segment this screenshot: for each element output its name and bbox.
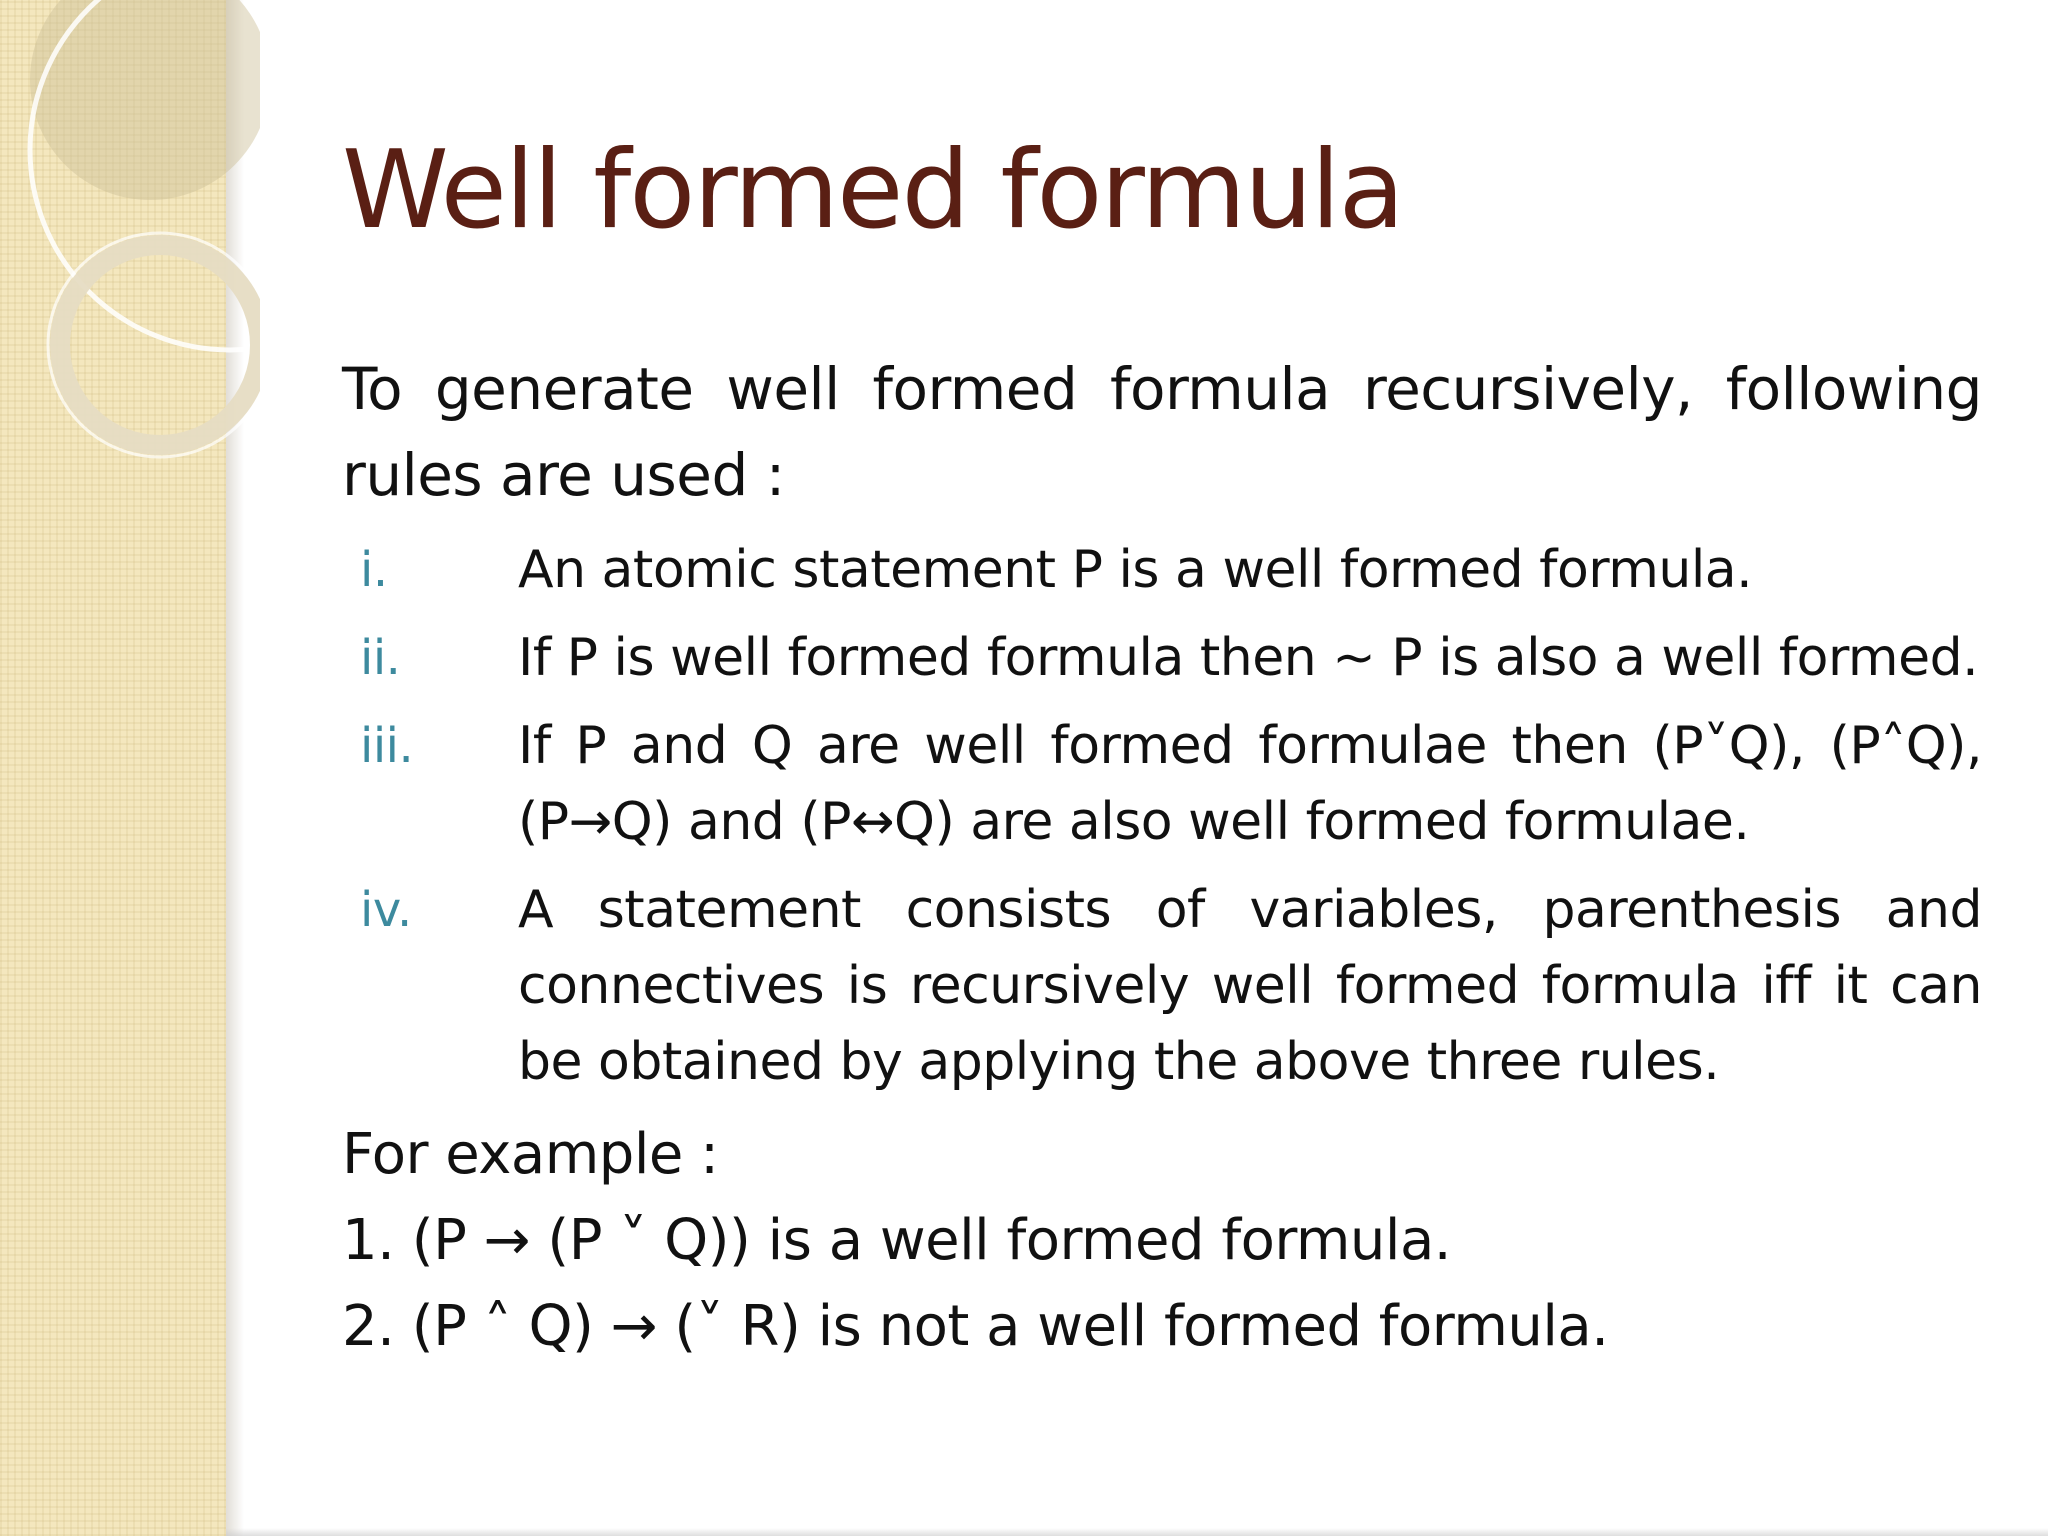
intro-text: To generate well formed formula recursively, following rules are used :: [342, 355, 1982, 509]
decorative-ring-thick: [60, 245, 260, 445]
rule-text: A statement consists of variables, parenthesis and connectives is recursively well formed formula iff it can be obtained by applying the above three rules.: [518, 880, 1982, 1092]
bottom-shadow: [226, 1528, 2048, 1536]
decorative-circle-fill: [30, 0, 260, 200]
decorative-circles: [0, 0, 260, 520]
slide-title: Well formed formula: [342, 128, 1403, 253]
rule-item: [342, 708, 1982, 860]
rule-number: iii.: [360, 718, 414, 774]
rule-number: iv.: [360, 882, 412, 938]
rule-number: i.: [360, 542, 388, 598]
slide-body: [342, 346, 1982, 1370]
example-line: 2. (P ˄ Q) → (˅ R) is not a well formed formula.: [342, 1294, 1609, 1359]
rule-text: An atomic statement P is a well formed formula.: [518, 540, 1753, 600]
rule-number: ii.: [360, 630, 401, 686]
rule-item: [342, 532, 1982, 608]
rule-item: [342, 620, 1982, 696]
example-heading: For example :: [342, 1122, 719, 1187]
rule-text: If P is well formed formula then ~ P is also a well formed.: [518, 628, 1979, 688]
rules-list: [342, 532, 1982, 1100]
example-line: 1. (P → (P ˅ Q)) is a well formed formula.: [342, 1208, 1452, 1273]
rule-text: If P and Q are well formed formulae then (P˅Q), (P˄Q), (P→Q) and (P↔Q) are also well formed formulae.: [518, 716, 1982, 852]
rule-item: [342, 872, 1982, 1100]
